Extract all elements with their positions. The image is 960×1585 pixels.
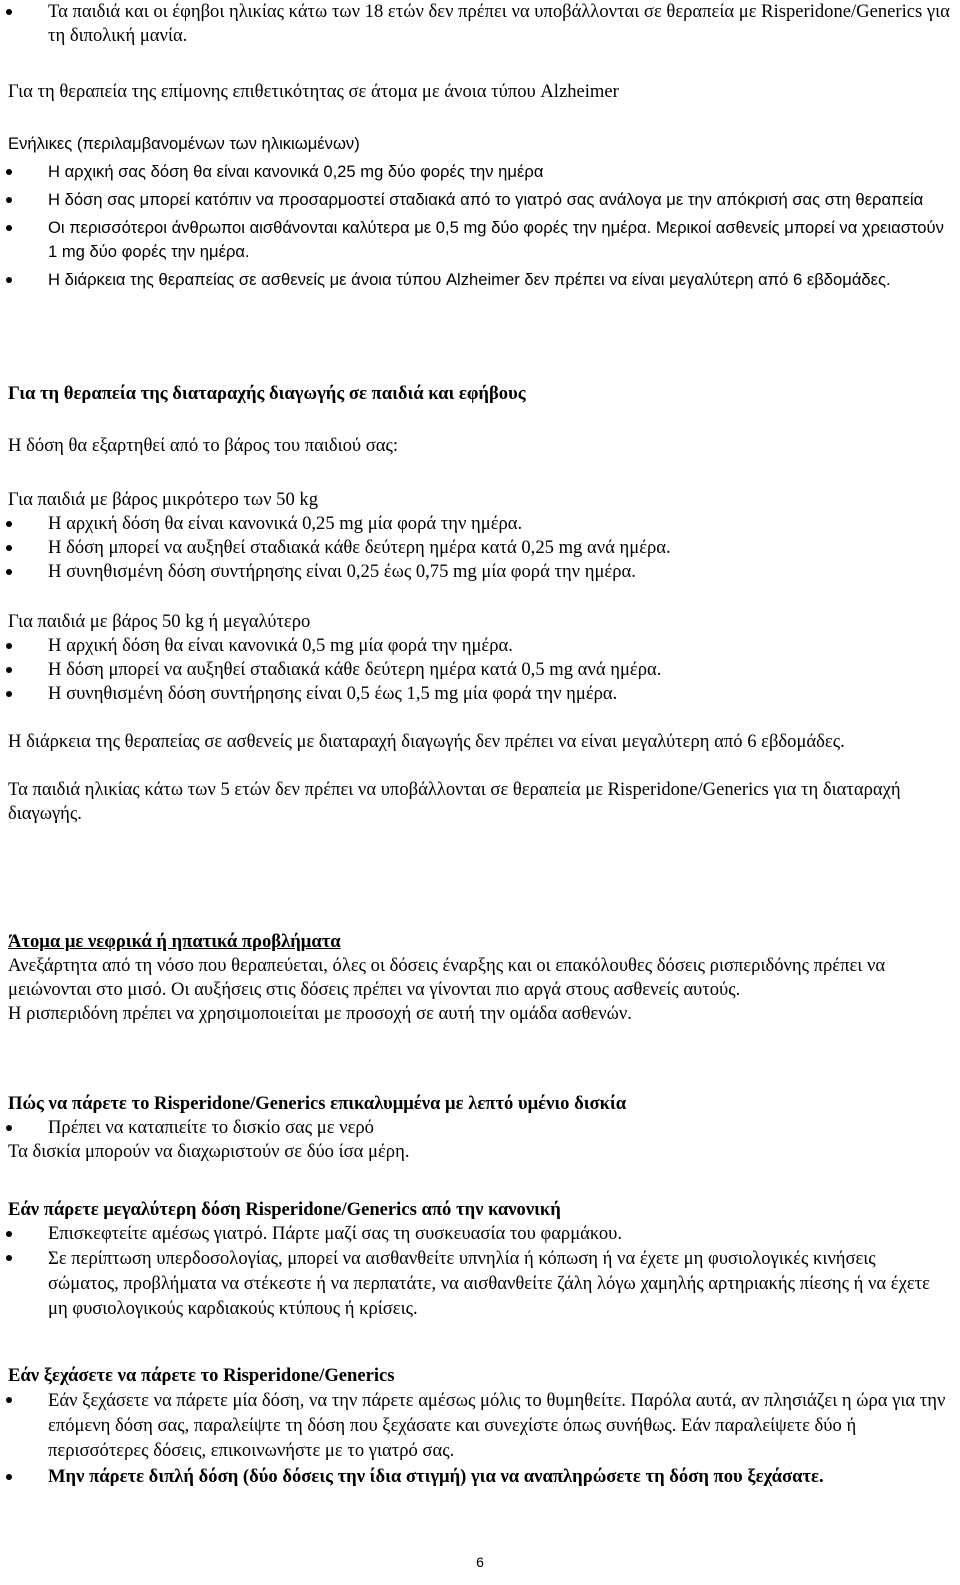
section-heading: Για τη θεραπεία της επίμονης επιθετικότητας σε άτομα με άνοια τύπου Alzheimer [8, 81, 619, 102]
list-item: Η δόση μπορεί να αυξηθεί σταδιακά κάθε δεύτερη ημέρα κατά 0,5 mg ανά ημέρα. [0, 658, 950, 682]
page-number: 6 [476, 1554, 484, 1570]
list-item: Οι περισσότεροι άνθρωποι αισθάνονται καλύτερα με 0,5 mg δύο φορές την ημέρα. Μερικοί ασθενείς μπορεί να χρειαστούν 1 mg δύο φορές την ημέρα. [0, 216, 950, 264]
section-overdose [0, 1198, 950, 1321]
list-item: Επισκεφτείτε αμέσως γιατρό. Πάρτε μαζί σας τη συσκευασία του φαρμάκου. [0, 1222, 950, 1246]
section-heading: Εάν ξεχάσετε να πάρετε το Risperidone/Generics [8, 1365, 395, 1386]
section-heading: Άτομα με νεφρικά ή ηπατικά προβλήματα [8, 931, 341, 952]
group-title: Για παιδιά με βάρος 50 kg ή μεγαλύτερο [8, 611, 311, 632]
list-item: Η συνηθισμένη δόση συντήρησης είναι 0,5 έως 1,5 mg μία φορά την ημέρα. [0, 682, 950, 706]
subheading: Ενήλικες (περιλαμβανομένων των ηλικιωμένων) [8, 134, 360, 153]
paragraph: Τα δισκία μπορούν να διαχωριστούν σε δύο ίσα μέρη. [8, 1141, 410, 1162]
section-missed-dose [0, 1364, 950, 1489]
list-item: Μην πάρετε διπλή δόση (δύο δόσεις την ίδια στιγμή) για να αναπληρώσετε τη δόση που ξεχάσατε. [0, 1465, 950, 1489]
list-item: Η δόση σας μπορεί κατόπιν να προσαρμοστεί σταδιακά από το γιατρό σας ανάλογα με την απόκρισή σας στη θεραπεία [0, 188, 950, 212]
section-alzheimer [0, 80, 950, 292]
duration-text: Η διάρκεια της θεραπείας σε ασθενείς με διαταραχή διαγωγής δεν πρέπει να είναι μεγαλύτερη από 6 εβδομάδες. [8, 731, 845, 752]
list-item: Η αρχική δόση θα είναι κανονικά 0,25 mg μία φορά την ημέρα. [0, 512, 950, 536]
paragraph: Η ρισπεριδόνη πρέπει να χρησιμοποιείται με προσοχή σε αυτή την ομάδα ασθενών. [8, 1003, 632, 1024]
list-item: Η διάρκεια της θεραπείας σε ασθενείς με άνοια τύπου Alzheimer δεν πρέπει να είναι μεγαλύτερη από 6 εβδομάδες. [0, 268, 950, 292]
list-item: Πρέπει να καταπιείτε το δισκίο σας με νερό [0, 1116, 950, 1140]
section-heading: Για τη θεραπεία της διαταραχής διαγωγής σε παιδιά και εφήβους [8, 383, 526, 404]
section-renal-hepatic [0, 930, 950, 1026]
section-conduct-disorder [0, 382, 950, 826]
list-item: Εάν ξεχάσετε να πάρετε μία δόση, να την πάρετε αμέσως μόλις το θυμηθείτε. Παρόλα αυτά, αν πλησιάζει η ώρα για την επόμενη δόση σας, παραλείψτε τη δόση που ξεχάσατε και συνεχίστε όπως συνήθως. Εάν παραλείψετε δύο ή περισσότερες δόσεις, επικοινωνήστε με το γιατρό σας. [0, 1388, 950, 1463]
list-item: Τα παιδιά και οι έφηβοι ηλικίας κάτω των 18 ετών δεν πρέπει να υποβάλλονται σε θεραπεία με Risperidone/Generics για τη διπολική μανία. [0, 0, 950, 48]
list-item: Η αρχική δόση θα είναι κανονικά 0,5 mg μία φορά την ημέρα. [0, 634, 950, 658]
paragraph: Ανεξάρτητα από τη νόσο που θεραπεύεται, όλες οι δόσεις έναρξης και οι επακόλουθες δόσεις ρισπεριδόνης πρέπει να μειώνονται στο μισό. Οι αυξήσεις στις δόσεις πρέπει να γίνονται πιο αργά στους ασθενείς αυτούς. [8, 955, 886, 1000]
group-title: Για παιδιά με βάρος μικρότερο των 50 kg [8, 489, 319, 510]
intro-text: Η δόση θα εξαρτηθεί από το βάρος του παιδιού σας: [8, 435, 399, 456]
list-item: Σε περίπτωση υπερδοσολογίας, μπορεί να αισθανθείτε υπνηλία ή κόπωση ή να έχετε μη φυσιολογικές κινήσεις σώματος, προβλήματα να στέκεστε ή να περπατάτε, να αισθανθείτε ζάλη λόγω χαμηλής αρτηριακής πίεσης ή να έχετε μη φυσιολογικούς καρδιακούς κτύπους ή κρίσεις. [0, 1246, 950, 1321]
section-how-to-take [0, 1092, 950, 1164]
list-item: Η δόση μπορεί να αυξηθεί σταδιακά κάθε δεύτερη ημέρα κατά 0,25 mg ανά ημέρα. [0, 536, 950, 560]
section-heading: Εάν πάρετε μεγαλύτερη δόση Risperidone/Generics από την κανονική [8, 1199, 561, 1220]
section-bipolar-children [0, 0, 950, 48]
children-text: Τα παιδιά ηλικίας κάτω των 5 ετών δεν πρέπει να υποβάλλονται σε θεραπεία με Risperidone/Generics για τη διαταραχή διαγωγής. [8, 779, 901, 824]
alzheimer-block [0, 132, 950, 292]
list-item: Η συνηθισμένη δόση συντήρησης είναι 0,25 έως 0,75 mg μία φορά την ημέρα. [0, 560, 950, 584]
list-item: Η αρχική σας δόση θα είναι κανονικά 0,25 mg δύο φορές την ημέρα [0, 160, 950, 184]
section-heading: Πώς να πάρετε το Risperidone/Generics επικαλυμμένα με λεπτό υμένιο δισκία [8, 1093, 627, 1114]
